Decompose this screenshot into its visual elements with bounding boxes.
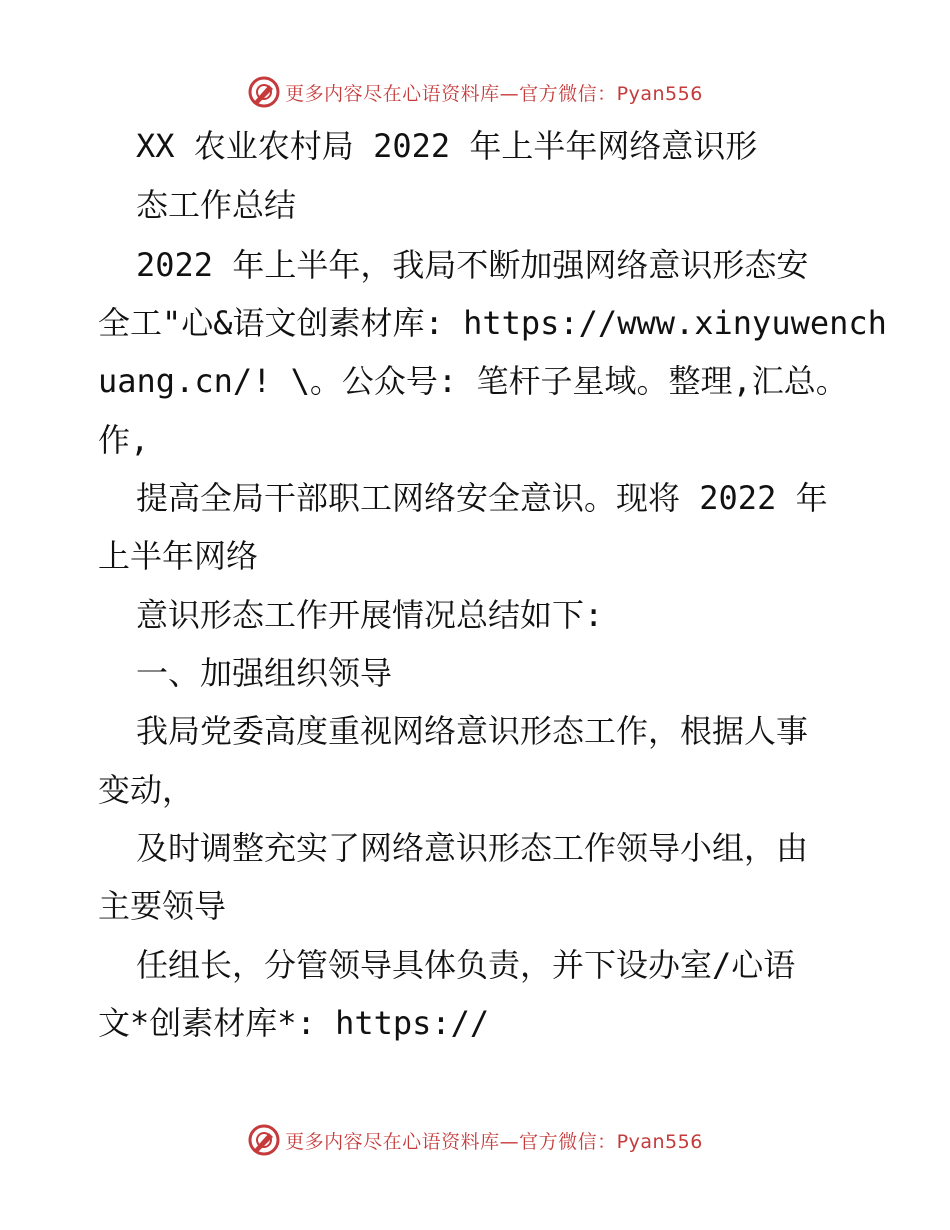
footer-watermark [0,1120,950,1160]
watermark-text: 更多内容尽在心语资料库—官方微信：Pyan556 [285,82,703,105]
paragraph-line: 意识形态工作开展情况总结如下: [136,596,604,634]
paragraph-line: 作, [98,421,150,459]
paragraph-line: 提高全局干部职工网络安全意识。现将 2022 年 [136,479,828,517]
paragraph-line: 文*创素材库*: https:// [98,1004,490,1042]
paragraph-line: 变动， [98,771,195,809]
section-heading: 一、加强组织领导 [136,654,393,692]
paragraph-line: uang.cn/! \。公众号: 笔杆子星域。整理,汇总。 [98,362,848,400]
paragraph-line: 及时调整充实了网络意识形态工作领导小组，由 [136,829,809,867]
paragraph-line: 我局党委高度重视网络意识形态工作，根据人事 [136,712,809,750]
pen-logo-icon [247,1123,281,1157]
paragraph-line: 主要领导 [98,887,227,925]
title-line-2: 态工作总结 [136,186,297,224]
watermark-text: 更多内容尽在心语资料库—官方微信：Pyan556 [285,1130,703,1153]
paragraph-line: 上半年网络 [98,537,259,575]
paragraph-line: 全工"心&语文创素材库: https://www.xinyuwench [98,304,887,342]
paragraph-line: 2022 年上半年，我局不断加强网络意识形态安 [136,246,809,284]
title-line-1: XX 农业农村局 2022 年上半年网络意识形 [136,127,758,165]
paragraph-line: 任组长，分管领导具体负责，并下设办室/心语 [136,946,796,984]
